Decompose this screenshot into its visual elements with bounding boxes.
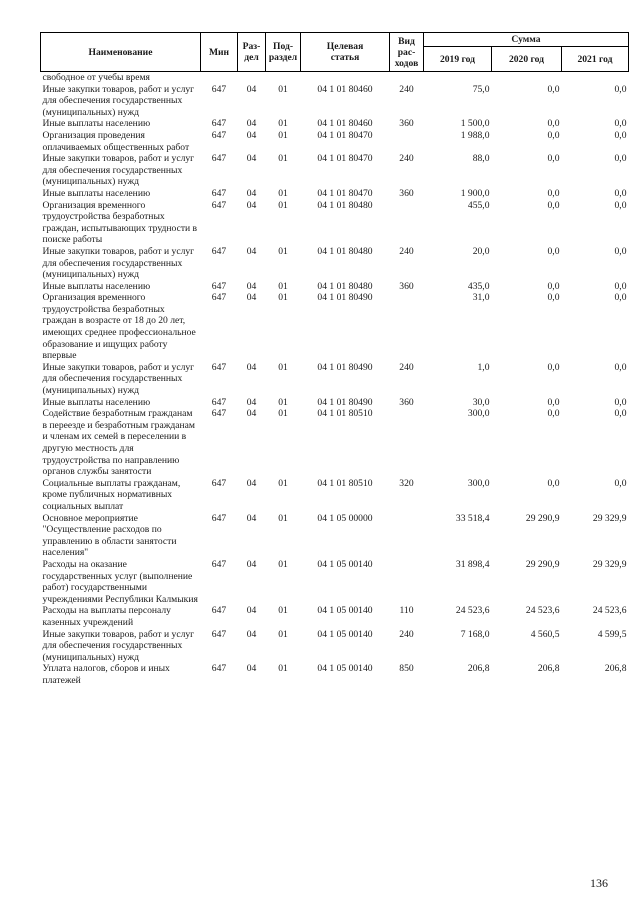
row-target-cell: 04 1 01 80480	[317, 280, 373, 292]
row-ministry-cell: 647	[211, 153, 227, 165]
row-name-cell: Иные закупки товаров, работ и услуг для обеспечения государственных (муниципальных) нужд	[42, 83, 195, 118]
row-name-cell: Иные закупки товаров, работ и услуг для обеспечения государственных (муниципальных) нужд	[42, 628, 195, 663]
row-subsection-cell: 01	[278, 408, 288, 420]
row-subsection-cell: 01	[278, 512, 288, 524]
table-row	[41, 153, 629, 188]
row-2021-cell: 0,0	[614, 153, 627, 165]
row-2021-cell: 0,0	[614, 118, 627, 130]
row-2020-cell: 4 560,5	[530, 628, 560, 640]
row-expense-type-cell: 240	[399, 83, 414, 95]
table-row	[41, 559, 629, 605]
row-expense-type-cell: 240	[399, 361, 414, 373]
row-ministry-cell: 647	[211, 187, 227, 199]
row-expense-type-cell	[390, 292, 424, 362]
row-target-cell: 04 1 01 80490	[317, 396, 373, 408]
row-2019-cell: 31,0	[472, 292, 490, 304]
row-subsection-cell: 01	[278, 477, 288, 489]
table-row	[41, 478, 629, 513]
row-2019-cell: 7 168,0	[460, 628, 490, 640]
row-section-cell: 04	[246, 512, 257, 524]
row-subsection-cell: 01	[278, 83, 288, 95]
row-subsection-cell: 01	[278, 663, 288, 675]
row-name-cell: Расходы на оказание государственных услуг (выполнение работ) государственными учреждениями Республики Калмыкия	[42, 558, 198, 605]
row-2020-cell: 0,0	[547, 477, 560, 489]
row-expense-type-cell: 850	[399, 663, 414, 675]
row-name-cell: Уплата налогов, сборов и иных платежей	[42, 663, 170, 686]
row-expense-type-cell: 360	[399, 187, 414, 199]
row-expense-type-cell	[390, 408, 424, 478]
row-name-cell: Иные выплаты населению	[42, 187, 151, 199]
row-2020-cell: 0,0	[547, 396, 560, 408]
row-expense-type-cell	[390, 130, 424, 153]
row-ministry-cell: 647	[211, 558, 227, 570]
row-name-cell: свободное от учебы время	[42, 72, 150, 83]
table-row	[41, 118, 629, 130]
row-2020-cell	[492, 72, 562, 84]
row-2020-cell: 206,8	[537, 663, 560, 675]
row-2021-cell: 0,0	[614, 199, 627, 211]
row-name-cell: Иные закупки товаров, работ и услуг для обеспечения государственных (муниципальных) нужд	[42, 153, 195, 188]
row-section-cell: 04	[246, 280, 257, 292]
row-subsection-cell: 01	[278, 187, 288, 199]
row-ministry-cell	[201, 72, 238, 84]
row-2019-cell: 20,0	[472, 245, 490, 257]
row-subsection-cell: 01	[278, 129, 288, 141]
row-2019-cell: 435,0	[467, 280, 490, 292]
row-section-cell: 04	[246, 292, 257, 304]
header-name: Наименование	[41, 33, 201, 72]
row-2019-cell: 88,0	[472, 153, 490, 165]
row-subsection-cell: 01	[278, 292, 288, 304]
row-ministry-cell: 647	[211, 408, 227, 420]
table-body	[41, 72, 629, 687]
row-2020-cell: 29 290,9	[525, 558, 560, 570]
row-target-cell: 04 1 01 80480	[317, 199, 373, 211]
row-subsection-cell: 01	[278, 118, 288, 130]
table-row	[41, 281, 629, 293]
row-name-cell: Организация проведения оплачиваемых общественных работ	[42, 129, 190, 153]
row-ministry-cell: 647	[211, 280, 227, 292]
row-ministry-cell: 647	[211, 361, 227, 373]
row-2021-cell: 0,0	[614, 245, 627, 257]
table-row	[41, 130, 629, 153]
row-2021-cell: 29 329,9	[592, 512, 627, 524]
row-subsection-cell: 01	[278, 558, 288, 570]
table-row	[41, 246, 629, 281]
row-ministry-cell: 647	[211, 628, 227, 640]
row-2021-cell: 0,0	[614, 83, 627, 95]
row-2019-cell: 455,0	[467, 199, 490, 211]
row-expense-type-cell	[390, 513, 424, 559]
row-ministry-cell: 647	[211, 477, 227, 489]
row-2021-cell: 206,8	[604, 663, 627, 675]
row-target-cell: 04 1 01 80510	[317, 477, 373, 489]
table-row	[41, 72, 629, 84]
row-2021-cell: 4 599,5	[597, 628, 627, 640]
row-target-cell: 04 1 05 00140	[317, 663, 373, 675]
row-subsection-cell: 01	[278, 396, 288, 408]
row-section-cell: 04	[246, 245, 257, 257]
row-section-cell: 04	[246, 187, 257, 199]
row-section-cell: 04	[246, 118, 257, 130]
row-2019-cell: 1 500,0	[460, 118, 490, 130]
row-2021-cell	[562, 72, 629, 84]
row-expense-type-cell	[390, 200, 424, 246]
row-target-cell: 04 1 01 80490	[317, 292, 373, 304]
row-section-cell	[238, 72, 266, 84]
row-2021-cell: 0,0	[614, 361, 627, 373]
header-2020: 2020 год	[492, 47, 562, 72]
row-2021-cell: 24 523,6	[592, 605, 627, 617]
row-ministry-cell: 647	[211, 663, 227, 675]
table-row	[41, 188, 629, 200]
row-2019-cell: 1 988,0	[460, 129, 490, 141]
row-target-cell	[301, 72, 390, 84]
row-expense-type-cell: 360	[399, 396, 414, 408]
row-2020-cell: 0,0	[547, 199, 560, 211]
row-2020-cell: 0,0	[547, 245, 560, 257]
row-2019-cell: 300,0	[467, 408, 490, 420]
budget-table	[40, 32, 629, 686]
row-subsection-cell: 01	[278, 280, 288, 292]
row-2020-cell: 24 523,6	[525, 605, 560, 617]
row-2019-cell: 300,0	[467, 477, 490, 489]
header-section: Раз- дел	[238, 33, 266, 72]
row-name-cell: Организация временного трудоустройства безработных граждан, испытывающих трудности в поиске работы	[42, 199, 198, 246]
row-subsection-cell: 01	[278, 605, 288, 617]
row-ministry-cell: 647	[211, 396, 227, 408]
row-2020-cell: 0,0	[547, 361, 560, 373]
row-name-cell: Иные выплаты населению	[42, 280, 151, 292]
row-section-cell: 04	[246, 558, 257, 570]
row-subsection-cell: 01	[278, 153, 288, 165]
row-target-cell: 04 1 01 80490	[317, 361, 373, 373]
row-name-cell: Иные закупки товаров, работ и услуг для обеспечения государственных (муниципальных) нужд	[42, 245, 195, 281]
row-ministry-cell: 647	[211, 118, 227, 130]
row-2020-cell: 0,0	[547, 83, 560, 95]
row-2019-cell: 33 518,4	[455, 512, 490, 524]
table-row	[41, 629, 629, 664]
row-target-cell: 04 1 01 80470	[317, 129, 373, 141]
row-target-cell: 04 1 05 00140	[317, 605, 373, 617]
row-section-cell: 04	[246, 361, 257, 373]
row-ministry-cell: 647	[211, 129, 227, 141]
row-section-cell: 04	[246, 396, 257, 408]
row-ministry-cell: 647	[211, 292, 227, 304]
row-name-cell: Социальные выплаты гражданам, кроме публичных нормативных социальных выплат	[42, 477, 181, 512]
row-section-cell: 04	[246, 605, 257, 617]
row-ministry-cell: 647	[211, 605, 227, 617]
row-target-cell: 04 1 05 00140	[317, 628, 373, 640]
row-2019-cell: 75,0	[472, 83, 490, 95]
row-2020-cell: 0,0	[547, 187, 560, 199]
header-target: Целевая статья	[301, 33, 390, 72]
row-subsection-cell: 01	[278, 628, 288, 640]
row-section-cell: 04	[246, 83, 257, 95]
row-expense-type-cell: 360	[399, 280, 414, 292]
row-2020-cell: 0,0	[547, 292, 560, 304]
row-ministry-cell: 647	[211, 199, 227, 211]
row-2019-cell: 206,8	[467, 663, 490, 675]
row-name-cell: Иные выплаты населению	[42, 396, 151, 408]
row-section-cell: 04	[246, 199, 257, 211]
row-section-cell: 04	[246, 408, 257, 420]
row-2021-cell: 0,0	[614, 280, 627, 292]
row-target-cell: 04 1 01 80470	[317, 153, 373, 165]
table-row	[41, 292, 629, 362]
row-2019-cell: 24 523,6	[455, 605, 490, 617]
row-2020-cell: 0,0	[547, 408, 560, 420]
page-number: 136	[590, 876, 608, 890]
row-2021-cell: 29 329,9	[592, 558, 627, 570]
row-expense-type-cell: 360	[399, 118, 414, 130]
row-2021-cell: 0,0	[614, 129, 627, 141]
row-name-cell: Основное мероприятие "Осуществление расходов по управлению в области занятости населения"	[42, 512, 177, 559]
header-sum: Сумма	[424, 33, 629, 47]
row-section-cell: 04	[246, 628, 257, 640]
row-expense-type-cell: 240	[399, 628, 414, 640]
row-target-cell: 04 1 05 00140	[317, 558, 373, 570]
row-expense-type-cell: 110	[399, 605, 414, 617]
row-expense-type-cell: 320	[399, 477, 414, 489]
table-header	[41, 33, 629, 72]
row-2021-cell: 0,0	[614, 408, 627, 420]
row-subsection-cell	[266, 72, 301, 84]
row-ministry-cell: 647	[211, 245, 227, 257]
table-row	[41, 200, 629, 246]
row-target-cell: 04 1 01 80460	[317, 83, 373, 95]
table-row	[41, 605, 629, 628]
row-name-cell: Иные закупки товаров, работ и услуг для обеспечения государственных (муниципальных) нужд	[42, 361, 195, 397]
row-2019-cell: 1,0	[477, 361, 490, 373]
table-row	[41, 513, 629, 559]
table-row	[41, 408, 629, 478]
row-name-cell: Организация временного трудоустройства безработных граждан в возрасте от 18 до 20 лет, имеющих среднее профессиональное образование и ищущих работу впервые	[42, 292, 196, 362]
row-name-cell: Содействие безработным гражданам в переезде и безработным гражданам и членам их семей в переселении в другую местность для трудоустройства по направлению органов службы занятости	[42, 408, 195, 478]
header-ministry: Мин	[201, 33, 238, 72]
row-2019-cell: 30,0	[472, 396, 490, 408]
row-2021-cell: 0,0	[614, 396, 627, 408]
header-2019: 2019 год	[424, 47, 492, 72]
table-row	[41, 362, 629, 397]
row-section-cell: 04	[246, 663, 257, 675]
row-name-cell: Иные выплаты населению	[42, 118, 151, 130]
row-2020-cell: 0,0	[547, 153, 560, 165]
row-2019-cell	[424, 72, 492, 84]
row-ministry-cell: 647	[211, 512, 227, 524]
table-row	[41, 84, 629, 119]
table-row	[41, 663, 629, 686]
row-2020-cell: 0,0	[547, 118, 560, 130]
row-expense-type-cell: 240	[399, 245, 414, 257]
row-target-cell: 04 1 05 00000	[317, 512, 373, 524]
row-2019-cell: 1 900,0	[460, 187, 490, 199]
row-target-cell: 04 1 01 80480	[317, 245, 373, 257]
row-subsection-cell: 01	[278, 245, 288, 257]
row-2021-cell: 0,0	[614, 292, 627, 304]
row-section-cell: 04	[246, 477, 257, 489]
row-2020-cell: 0,0	[547, 280, 560, 292]
row-2019-cell: 31 898,4	[455, 558, 490, 570]
header-2021: 2021 год	[562, 47, 629, 72]
row-2021-cell: 0,0	[614, 187, 627, 199]
row-2020-cell: 29 290,9	[525, 512, 560, 524]
header-subsection: Под- раздел	[266, 33, 301, 72]
row-expense-type-cell	[390, 72, 424, 84]
row-2021-cell: 0,0	[614, 477, 627, 489]
row-subsection-cell: 01	[278, 199, 288, 211]
document-page	[40, 32, 628, 686]
row-section-cell: 04	[246, 129, 257, 141]
row-subsection-cell: 01	[278, 361, 288, 373]
row-expense-type-cell	[390, 559, 424, 605]
row-2020-cell: 0,0	[547, 129, 560, 141]
row-section-cell: 04	[246, 153, 257, 165]
row-target-cell: 04 1 01 80510	[317, 408, 373, 420]
row-target-cell: 04 1 01 80470	[317, 187, 373, 199]
row-expense-type-cell: 240	[399, 153, 414, 165]
table-row	[41, 397, 629, 409]
row-target-cell: 04 1 01 80460	[317, 118, 373, 130]
row-ministry-cell: 647	[211, 83, 227, 95]
row-name-cell: Расходы на выплаты персоналу казенных учреждений	[42, 605, 171, 628]
header-expense-type: Вид рас- ходов	[390, 33, 424, 72]
